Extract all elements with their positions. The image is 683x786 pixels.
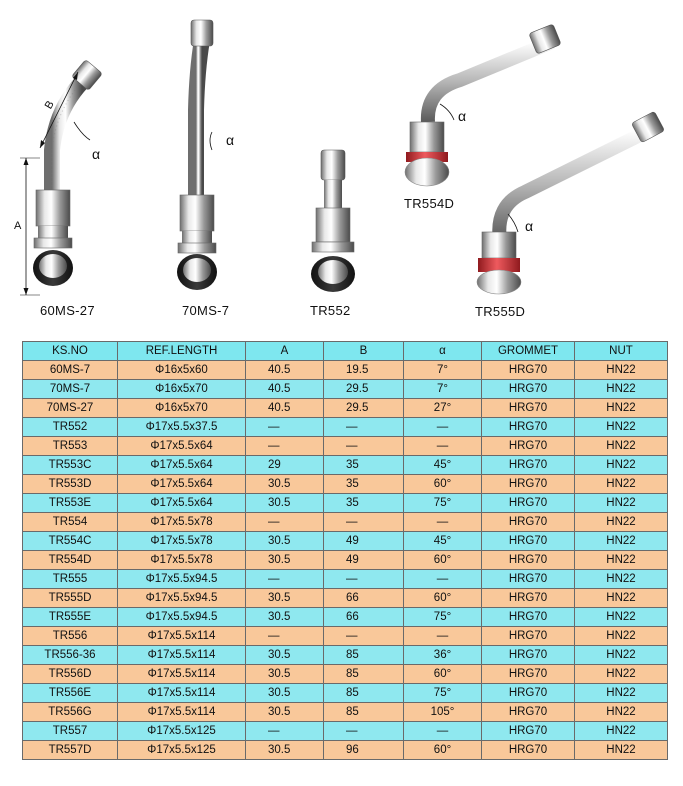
- cell-nut: HN22: [575, 380, 668, 399]
- caption-60ms-27: 60MS-27: [40, 303, 95, 318]
- product-photo-area: [0, 0, 683, 330]
- dimension-b-label: B: [42, 98, 57, 112]
- cell-nut: HN22: [575, 741, 668, 760]
- cell-a: 30.5: [246, 684, 324, 703]
- cell-ref-length: Φ17x5.5x125: [118, 741, 246, 760]
- cell-ref-length: Φ17x5.5x114: [118, 627, 246, 646]
- cell-nut: HN22: [575, 570, 668, 589]
- table-row: [23, 570, 668, 589]
- cell-ref-length: Φ17x5.5x114: [118, 684, 246, 703]
- cell-a: 30.5: [246, 494, 324, 513]
- cell-a: 30.5: [246, 608, 324, 627]
- cell-ref-length: Φ17x5.5x114: [118, 665, 246, 684]
- cell-b: —: [324, 418, 404, 437]
- cell-b: 66: [324, 589, 404, 608]
- cell-a: 30.5: [246, 475, 324, 494]
- table-header-row: [23, 342, 668, 361]
- cell-alpha: —: [404, 627, 482, 646]
- cell-ks-no: 70MS-27: [23, 399, 118, 418]
- cell-b: —: [324, 627, 404, 646]
- cell-ks-no: TR556E: [23, 684, 118, 703]
- cell-grommet: HRG70: [482, 399, 575, 418]
- cell-a: 30.5: [246, 532, 324, 551]
- cell-ks-no: TR553D: [23, 475, 118, 494]
- header-b: B: [324, 342, 404, 361]
- cell-ks-no: TR553: [23, 437, 118, 456]
- cell-nut: HN22: [575, 627, 668, 646]
- cell-grommet: HRG70: [482, 418, 575, 437]
- table-row: [23, 627, 668, 646]
- cell-b: 35: [324, 494, 404, 513]
- cell-ks-no: 60MS-7: [23, 361, 118, 380]
- cell-alpha: 75°: [404, 494, 482, 513]
- header-ref-length: REF.LENGTH: [118, 342, 246, 361]
- valve-60ms-27-image: [20, 60, 102, 295]
- cell-b: 49: [324, 551, 404, 570]
- cell-ks-no: TR552: [23, 418, 118, 437]
- cell-alpha: 7°: [404, 380, 482, 399]
- cell-a: —: [246, 437, 324, 456]
- table-row: [23, 399, 668, 418]
- cell-grommet: HRG70: [482, 494, 575, 513]
- cell-grommet: HRG70: [482, 665, 575, 684]
- cell-ks-no: TR556: [23, 627, 118, 646]
- cell-alpha: 60°: [404, 589, 482, 608]
- table-row: [23, 456, 668, 475]
- table-row: [23, 665, 668, 684]
- cell-ks-no: TR555: [23, 570, 118, 589]
- cell-a: 30.5: [246, 589, 324, 608]
- cell-alpha: 60°: [404, 475, 482, 494]
- cell-b: 66: [324, 608, 404, 627]
- cell-b: —: [324, 513, 404, 532]
- cell-alpha: 60°: [404, 741, 482, 760]
- cell-alpha: 45°: [404, 456, 482, 475]
- cell-grommet: HRG70: [482, 532, 575, 551]
- cell-grommet: HRG70: [482, 380, 575, 399]
- cell-ks-no: 70MS-7: [23, 380, 118, 399]
- cell-nut: HN22: [575, 684, 668, 703]
- cell-a: 30.5: [246, 741, 324, 760]
- cell-grommet: HRG70: [482, 361, 575, 380]
- cell-nut: HN22: [575, 456, 668, 475]
- table-row: [23, 703, 668, 722]
- cell-b: —: [324, 437, 404, 456]
- cell-grommet: HRG70: [482, 722, 575, 741]
- alpha-label-3: α: [458, 108, 467, 124]
- cell-nut: HN22: [575, 494, 668, 513]
- table-row: [23, 646, 668, 665]
- cell-b: 85: [324, 665, 404, 684]
- cell-alpha: —: [404, 418, 482, 437]
- cell-grommet: HRG70: [482, 551, 575, 570]
- cell-ks-no: TR556-36: [23, 646, 118, 665]
- header-alpha: α: [404, 342, 482, 361]
- cell-ks-no: TR553C: [23, 456, 118, 475]
- cell-ref-length: Φ17x5.5x64: [118, 456, 246, 475]
- cell-nut: HN22: [575, 608, 668, 627]
- cell-alpha: 75°: [404, 684, 482, 703]
- spec-table-body: [23, 361, 668, 760]
- cell-nut: HN22: [575, 589, 668, 608]
- cell-alpha: 27°: [404, 399, 482, 418]
- cell-grommet: HRG70: [482, 456, 575, 475]
- caption-tr554d: TR554D: [404, 196, 455, 211]
- cell-b: 29.5: [324, 380, 404, 399]
- cell-b: 85: [324, 646, 404, 665]
- spec-table: [22, 341, 668, 760]
- cell-ref-length: Φ17x5.5x64: [118, 437, 246, 456]
- cell-nut: HN22: [575, 665, 668, 684]
- cell-grommet: HRG70: [482, 646, 575, 665]
- cell-b: 96: [324, 741, 404, 760]
- cell-ks-no: TR556G: [23, 703, 118, 722]
- cell-grommet: HRG70: [482, 570, 575, 589]
- cell-ks-no: TR557D: [23, 741, 118, 760]
- cell-ks-no: TR554: [23, 513, 118, 532]
- cell-ref-length: Φ17x5.5x94.5: [118, 589, 246, 608]
- cell-nut: HN22: [575, 418, 668, 437]
- table-row: [23, 589, 668, 608]
- cell-a: 30.5: [246, 646, 324, 665]
- cell-nut: HN22: [575, 722, 668, 741]
- cell-alpha: 60°: [404, 665, 482, 684]
- cell-a: —: [246, 513, 324, 532]
- cell-grommet: HRG70: [482, 741, 575, 760]
- table-row: [23, 475, 668, 494]
- cell-ref-length: Φ17x5.5x94.5: [118, 570, 246, 589]
- cell-ks-no: TR557: [23, 722, 118, 741]
- cell-nut: HN22: [575, 646, 668, 665]
- cell-a: 29: [246, 456, 324, 475]
- cell-ref-length: Φ17x5.5x64: [118, 494, 246, 513]
- table-row: [23, 513, 668, 532]
- cell-b: —: [324, 570, 404, 589]
- header-ks-no: KS.NO: [23, 342, 118, 361]
- cell-grommet: HRG70: [482, 627, 575, 646]
- header-nut: NUT: [575, 342, 668, 361]
- cell-ref-length: Φ17x5.5x78: [118, 551, 246, 570]
- cell-nut: HN22: [575, 361, 668, 380]
- valve-tr552-image: [311, 150, 355, 292]
- cell-grommet: HRG70: [482, 703, 575, 722]
- cell-nut: HN22: [575, 437, 668, 456]
- cell-ref-length: Φ16x5x70: [118, 399, 246, 418]
- cell-a: —: [246, 570, 324, 589]
- cell-nut: HN22: [575, 399, 668, 418]
- cell-b: 35: [324, 475, 404, 494]
- cell-b: 19.5: [324, 361, 404, 380]
- table-row: [23, 532, 668, 551]
- cell-b: 85: [324, 684, 404, 703]
- cell-grommet: HRG70: [482, 513, 575, 532]
- cell-nut: HN22: [575, 513, 668, 532]
- cell-b: 49: [324, 532, 404, 551]
- cell-b: 35: [324, 456, 404, 475]
- cell-alpha: —: [404, 570, 482, 589]
- cell-ref-length: Φ17x5.5x37.5: [118, 418, 246, 437]
- cell-ref-length: Φ17x5.5x64: [118, 475, 246, 494]
- cell-ref-length: Φ16x5x70: [118, 380, 246, 399]
- cell-a: 30.5: [246, 703, 324, 722]
- cell-b: —: [324, 722, 404, 741]
- table-row: [23, 608, 668, 627]
- alpha-label-1: α: [92, 146, 101, 162]
- cell-a: —: [246, 418, 324, 437]
- cell-alpha: —: [404, 722, 482, 741]
- cell-grommet: HRG70: [482, 589, 575, 608]
- table-row: [23, 380, 668, 399]
- cell-alpha: 60°: [404, 551, 482, 570]
- valve-70ms-7-image: [177, 20, 217, 290]
- valve-tr554d-image: [405, 24, 561, 186]
- table-row: [23, 494, 668, 513]
- cell-alpha: 75°: [404, 608, 482, 627]
- table-row: [23, 418, 668, 437]
- table-row: [23, 551, 668, 570]
- cell-nut: HN22: [575, 475, 668, 494]
- cell-ref-length: Φ17x5.5x78: [118, 532, 246, 551]
- dimension-a-label: A: [14, 220, 22, 232]
- cell-ks-no: TR554D: [23, 551, 118, 570]
- cell-ref-length: Φ17x5.5x78: [118, 513, 246, 532]
- caption-tr555d: TR555D: [475, 304, 526, 319]
- cell-a: 30.5: [246, 665, 324, 684]
- cell-grommet: HRG70: [482, 475, 575, 494]
- cell-nut: HN22: [575, 551, 668, 570]
- cell-ref-length: Φ17x5.5x94.5: [118, 608, 246, 627]
- cell-alpha: 45°: [404, 532, 482, 551]
- table-row: [23, 684, 668, 703]
- cell-ks-no: TR554C: [23, 532, 118, 551]
- header-a: A: [246, 342, 324, 361]
- cell-grommet: HRG70: [482, 608, 575, 627]
- caption-tr552: TR552: [310, 303, 351, 318]
- cell-ref-length: Φ17x5.5x114: [118, 703, 246, 722]
- table-row: [23, 437, 668, 456]
- cell-grommet: HRG70: [482, 684, 575, 703]
- table-row: [23, 741, 668, 760]
- table-row: [23, 722, 668, 741]
- cell-a: 40.5: [246, 361, 324, 380]
- cell-a: 40.5: [246, 380, 324, 399]
- cell-a: —: [246, 722, 324, 741]
- cell-a: 40.5: [246, 399, 324, 418]
- cell-b: 85: [324, 703, 404, 722]
- header-grommet: GROMMET: [482, 342, 575, 361]
- cell-ks-no: TR553E: [23, 494, 118, 513]
- cell-alpha: 7°: [404, 361, 482, 380]
- cell-alpha: 105°: [404, 703, 482, 722]
- cell-ref-length: Φ17x5.5x125: [118, 722, 246, 741]
- cell-ks-no: TR555D: [23, 589, 118, 608]
- valve-illustrations: [0, 0, 683, 330]
- alpha-label-2: α: [226, 132, 235, 148]
- cell-alpha: —: [404, 437, 482, 456]
- cell-b: 29.5: [324, 399, 404, 418]
- cell-ref-length: Φ16x5x60: [118, 361, 246, 380]
- cell-nut: HN22: [575, 703, 668, 722]
- cell-nut: HN22: [575, 532, 668, 551]
- alpha-label-4: α: [525, 218, 534, 234]
- caption-70ms-7: 70MS-7: [182, 303, 230, 318]
- cell-a: 30.5: [246, 551, 324, 570]
- cell-ref-length: Φ17x5.5x114: [118, 646, 246, 665]
- cell-alpha: 36°: [404, 646, 482, 665]
- valve-tr555d-image: [477, 111, 665, 294]
- cell-grommet: HRG70: [482, 437, 575, 456]
- cell-ks-no: TR555E: [23, 608, 118, 627]
- table-row: [23, 361, 668, 380]
- cell-alpha: —: [404, 513, 482, 532]
- cell-ks-no: TR556D: [23, 665, 118, 684]
- cell-a: —: [246, 627, 324, 646]
